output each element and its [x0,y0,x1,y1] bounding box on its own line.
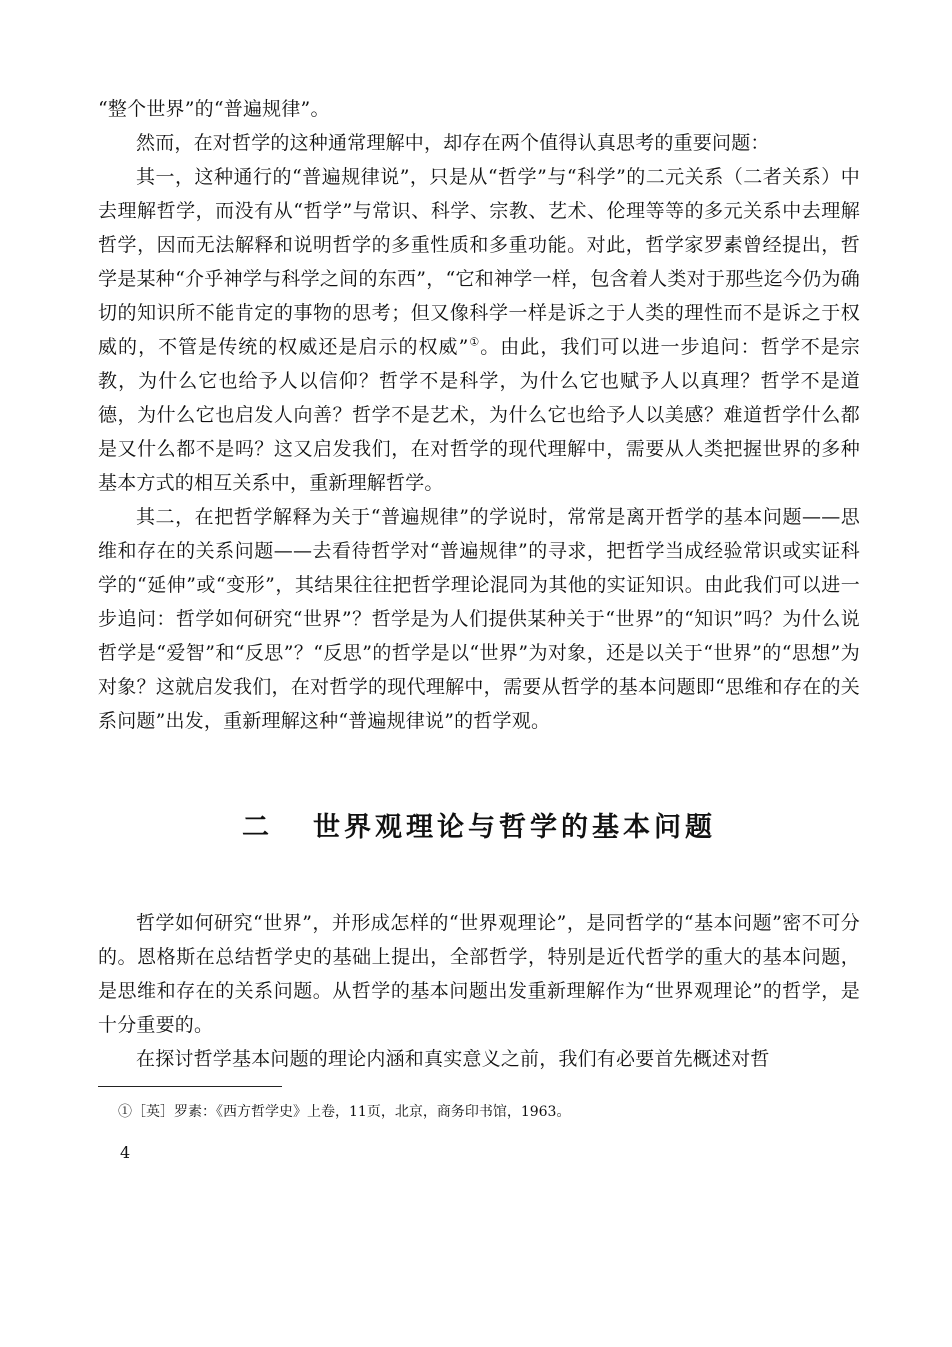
page-number-text: 4 [120,1143,131,1162]
paragraph-text-continued: 。由此，我们可以进一步追问：哲学不是宗教，为什么它也给予人以信仰？哲学不是科学，为什么它也赋予人以真理？哲学不是道德，为什么它也启发人向善？哲学不是艺术，为什么它也给予人以美感？难道哲学什么都是又什么都不是吗？这又启发我们，在对哲学的现代理解中，需要从人类把握世界的多种基本方式的相互关系中，重新理解哲学。 [98,336,861,494]
section-heading [98,808,860,848]
section-number: 二 [242,812,273,843]
footnote [98,1101,860,1123]
paragraph-intro [98,126,860,160]
paragraph-continuation [98,92,860,126]
section-title: 世界观理论与哲学的基本问题 [313,812,716,843]
paragraph-text: 其一，这种通行的“普遍规律说”，只是从“哲学”与“科学”的二元关系（二者关系）中去理解哲学，而没有从“哲学”与常识、科学、宗教、艺术、伦理等等的多元关系中去理解哲学，因而无法解释和说明哲学的多重性质和多重功能。对此，哲学家罗素曾经提出，哲学是某种“介乎神学与科学之间的东西”，“它和神学一样，包含着人类对于那些迄今仍为确切的知识所不能肯定的事物的思考；但又像科学一样是诉之于人类的理性而不是诉之于权威的，不管是传统的权威还是启示的权威” [98,166,860,358]
footnote-reference[interactable]: ① [468,335,481,349]
paragraph-text: 其二，在把哲学解释为关于“普遍规律”的学说时，常常是离开哲学的基本问题——思维和存在的关系问题——去看待哲学对“普遍规律”的寻求，把哲学当成经验常识或实证科学的“延伸”或“变形”，其结果往往把哲学理论混同为其他的实证知识。由此我们可以进一步追问：哲学如何研究“世界”？哲学是为人们提供某种关于“世界”的“知识”吗？为什么说哲学是“爱智”和“反思”？“反思”的哲学是以“世界”为对象，还是以关于“世界”的“思想”为对象？这就启发我们，在对哲学的现代理解中，需要从哲学的基本问题即“思维和存在的关系问题”出发，重新理解这种“普遍规律说”的哲学观。 [98,506,860,732]
footnote-text: ①［英］罗素：《西方哲学史》上卷，11页，北京，商务印书馆，1963。 [118,1104,571,1120]
paragraph-text: 在探讨哲学基本问题的理论内涵和真实意义之前，我们有必要首先概述对哲 [136,1048,770,1070]
page-number [98,1143,860,1163]
paragraph-point-one [98,160,860,500]
footnote-divider [98,1086,282,1087]
page-body [98,92,860,1163]
paragraph-section-intro [98,906,860,1042]
paragraph-point-two [98,500,860,738]
paragraph-section-next [98,1042,860,1076]
paragraph-text: 然而，在对哲学的这种通常理解中，却存在两个值得认真思考的重要问题： [136,132,770,154]
paragraph-text: “整个世界”的“普遍规律”。 [98,98,330,120]
paragraph-text: 哲学如何研究“世界”，并形成怎样的“世界观理论”，是同哲学的“基本问题”密不可分的。恩格斯在总结哲学史的基础上提出，全部哲学，特别是近代哲学的重大的基本问题，是思维和存在的关系问题。从哲学的基本问题出发重新理解作为“世界观理论”的哲学，是十分重要的。 [98,912,860,1036]
